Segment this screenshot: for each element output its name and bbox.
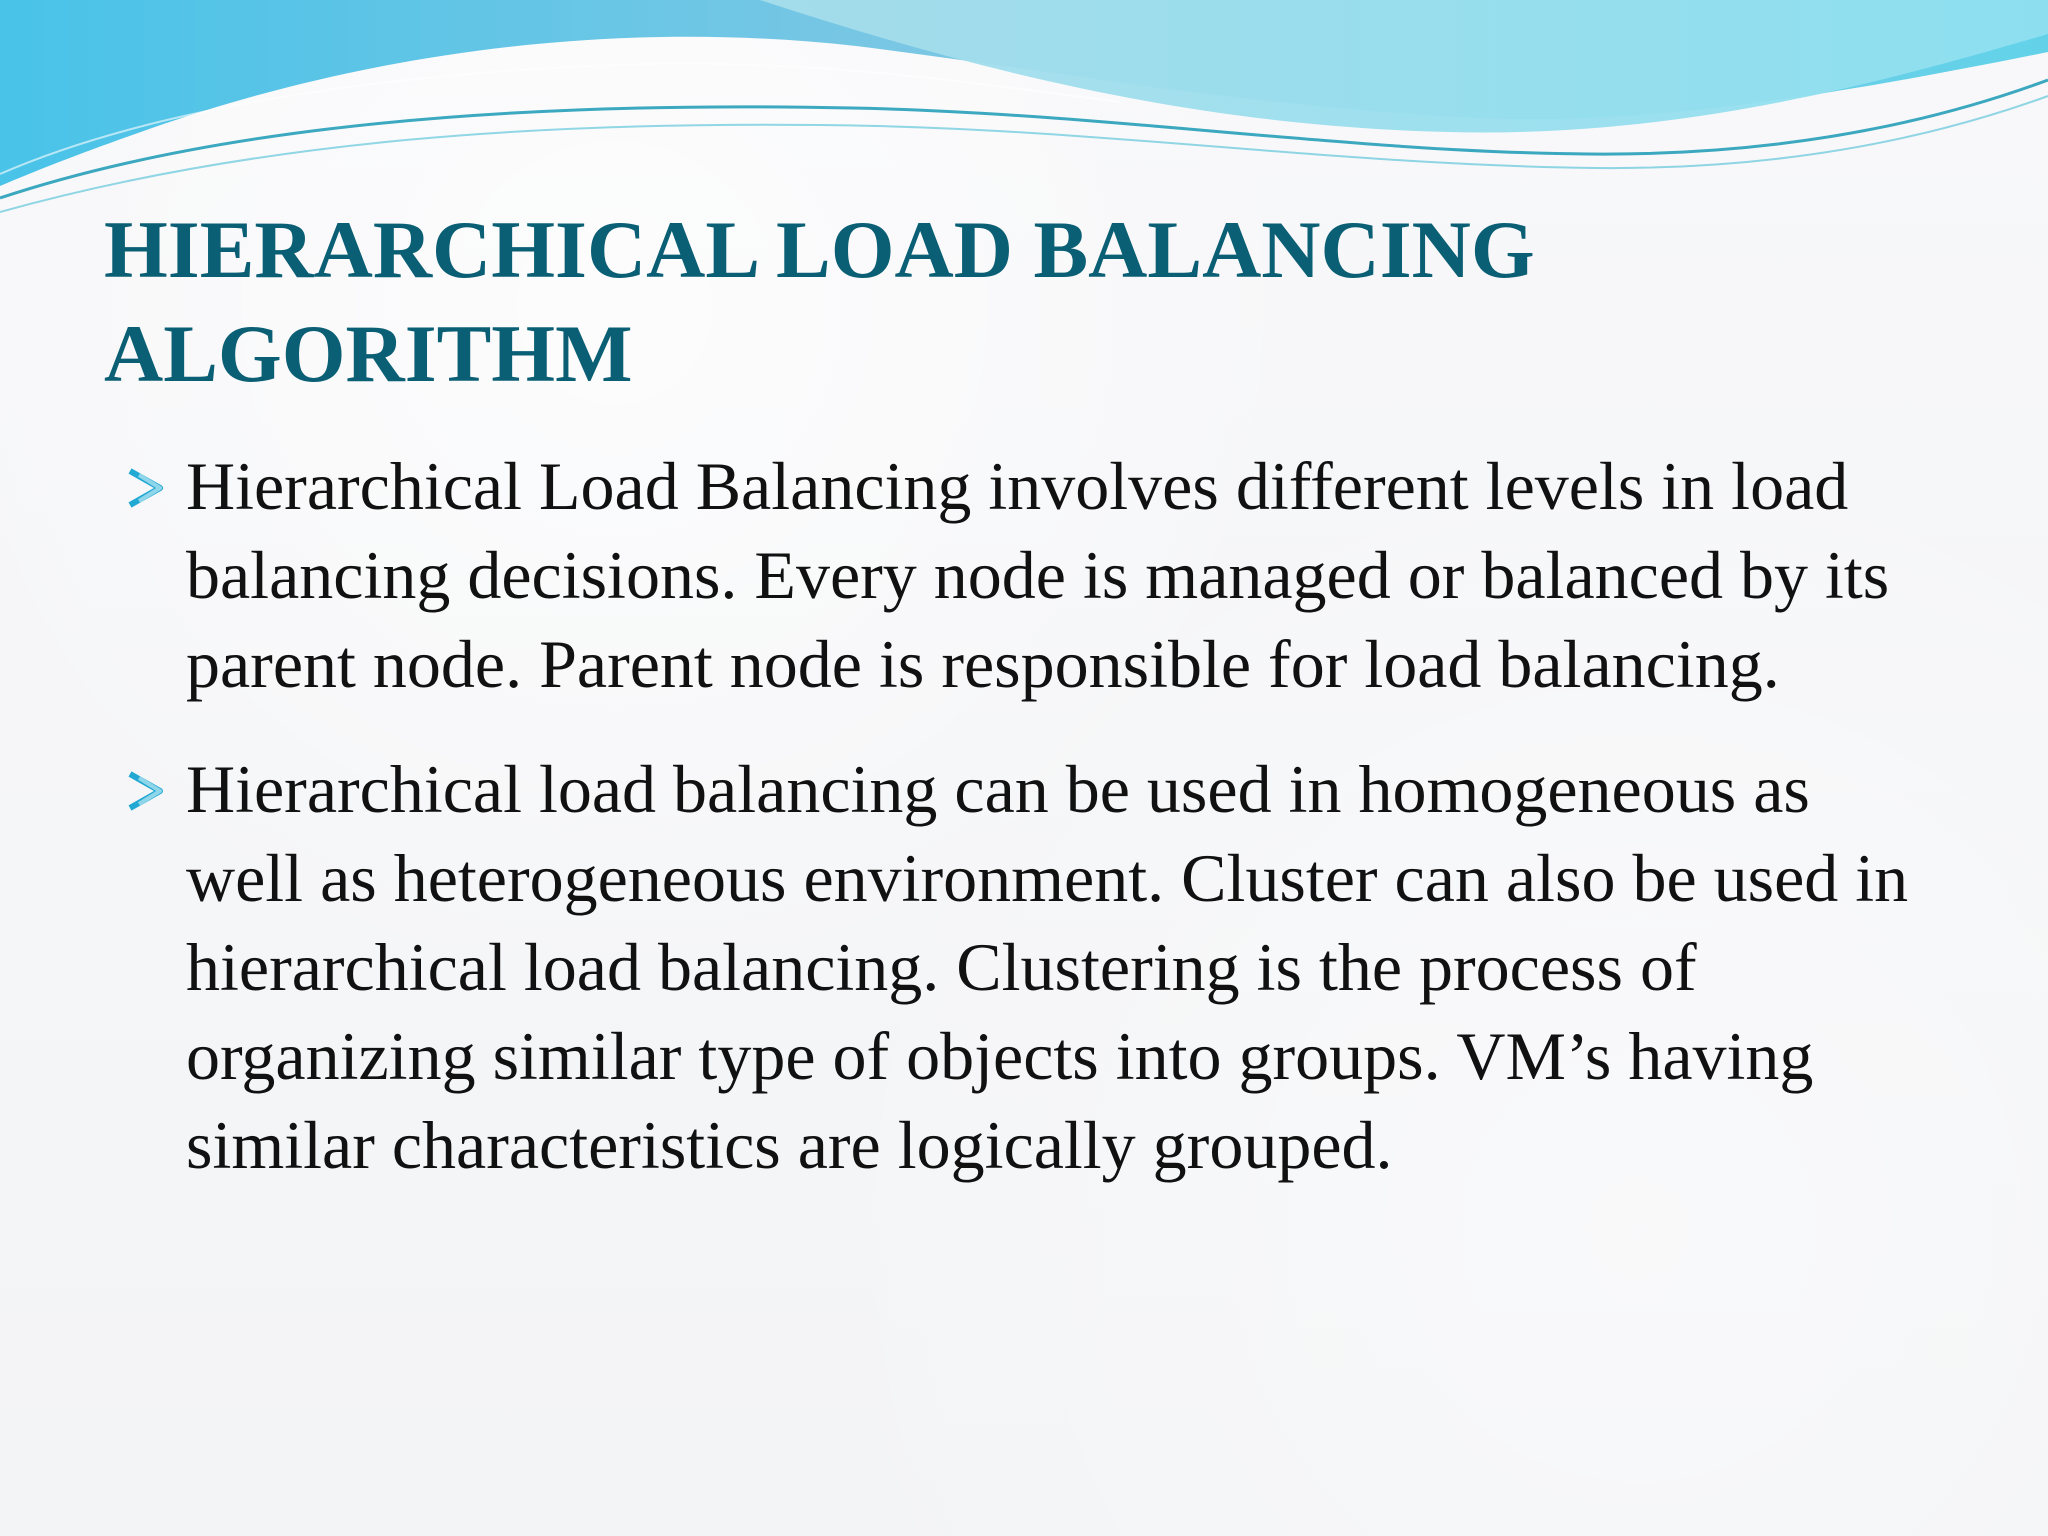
- bullet-item: [126, 442, 1936, 709]
- bullet-text: Hierarchical load balancing can be used in homogeneous as well as heterogeneous environment. Cluster can also be used in hierarchical load balancing. Clustering is the process of organizing similar type of objects into groups. VM’s having similar characteristics are logically grouped.: [186, 751, 1909, 1183]
- bullet-list: [126, 442, 1936, 1226]
- bullet-item: [126, 745, 1936, 1190]
- slide-title: HIERARCHICAL LOAD BALANCING ALGORITHM: [104, 204, 1535, 399]
- bullet-text: Hierarchical Load Balancing involves different levels in load balancing decisions. Every node is managed or balanced by its parent node. Parent node is responsible for load balancing.: [186, 448, 1890, 702]
- chevron-right-icon: [126, 770, 168, 812]
- chevron-right-icon: [126, 467, 168, 509]
